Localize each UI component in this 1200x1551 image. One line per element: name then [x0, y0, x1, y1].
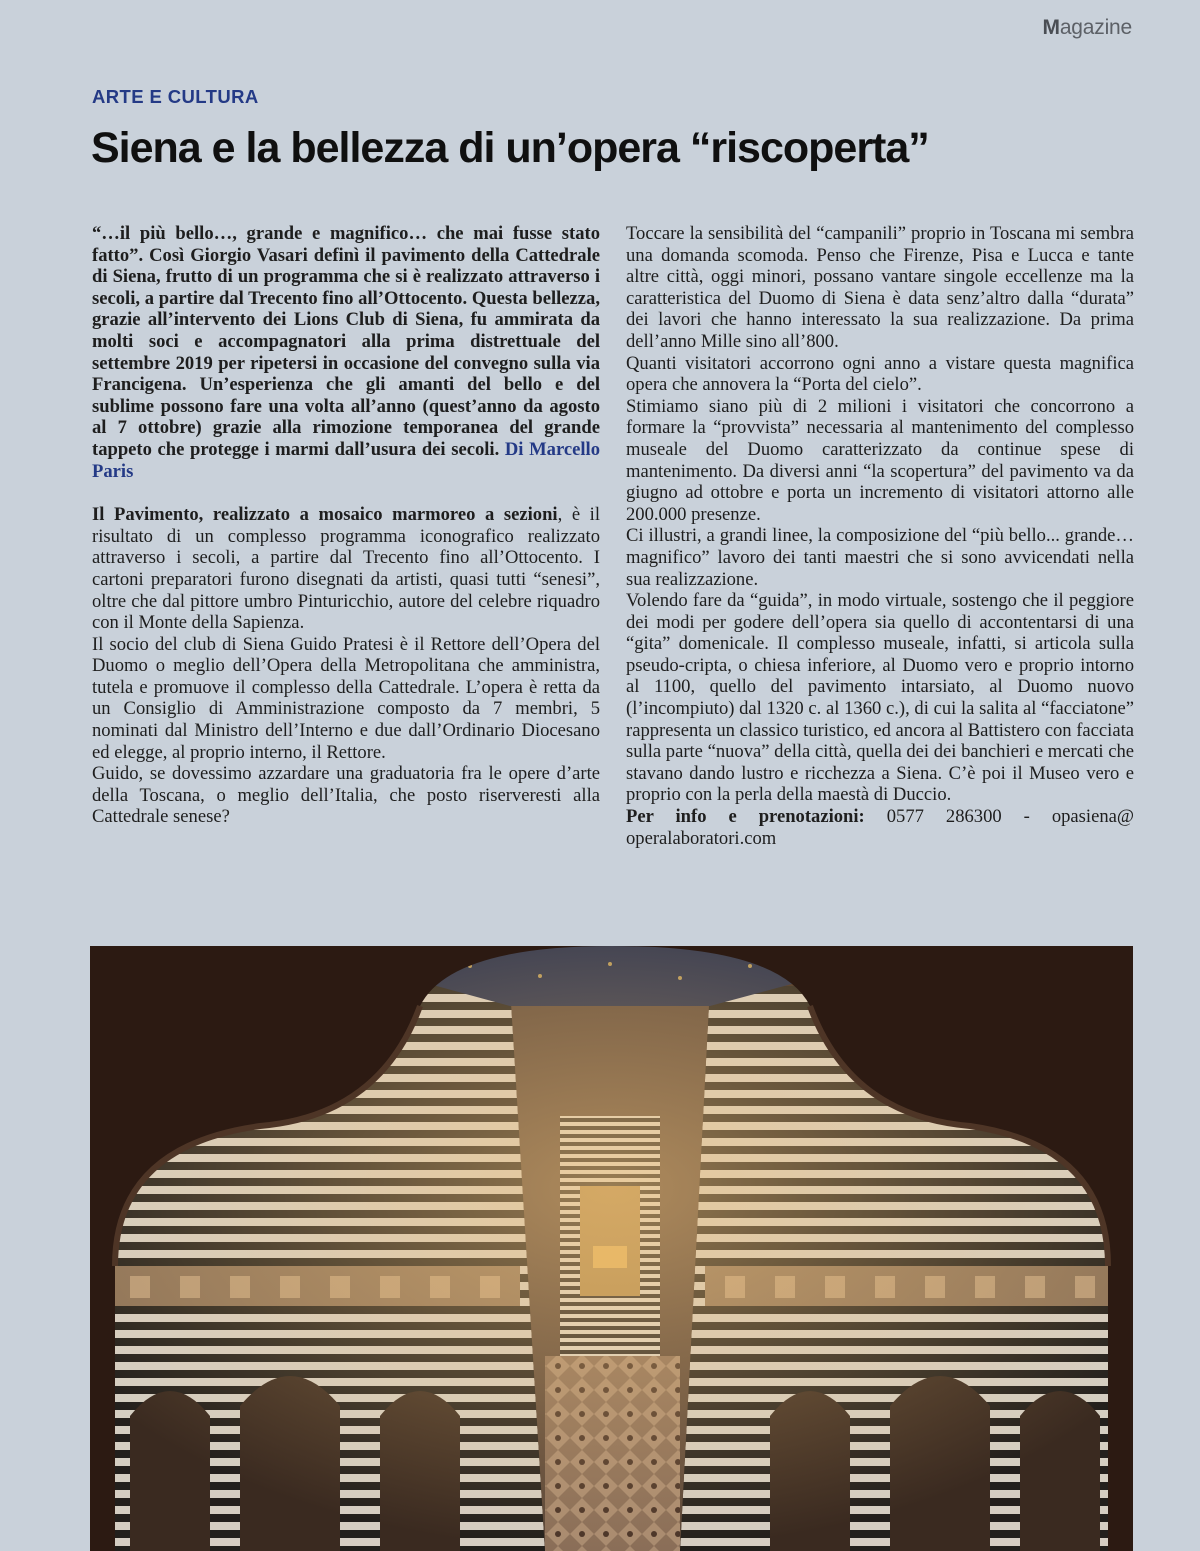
magazine-rest: agazine [1059, 16, 1132, 39]
question-paragraph-2: Quanti visitatori accorrono ogni anno a vistare questa magnifica opera che annovera la “Porta del cielo”. [626, 352, 1134, 396]
lead-paragraph [92, 223, 600, 482]
cathedral-interior-illustration [90, 946, 1133, 1551]
cathedral-photo [90, 946, 1133, 1551]
answer-paragraph-3: Volendo fare da “guida”, in modo virtuale, sostengo che il peggiore dei modi per godere dell’opera sia quello di accontentarsi di una “gita” domenicale. Il complesso museale, infatti, si articola sulla pseudo-cripta, o chiesa inferiore, al Duomo vero e proprio intorno al 1100, quello del pavimento intarsiato, al Duomo nuovo (l’incompiuto) dal 1320 c. al 1360 c.), di cui la salita al “facciatone” rappresenta un classico turistico, ed ancora al Battistero con facciata sulla parte “nuova” della città, quella dei dei banchieri e mercati che stavano dando lustro e ricchezza a Siena. C’è poi il Museo vero e proprio con la perla della maestà di Duccio. [626, 590, 1135, 806]
question-paragraph-3: Ci illustri, a grandi linee, la composizione del “più bello... grande… magnifico” lavoro dei tanti maestri che si sono avvicendati nella sua realizzazione. [626, 525, 1134, 590]
byline: Di Marcello Paris [92, 438, 600, 482]
paragraph-1-bold: Il Pavimento, realizzato a mosaico marmoreo a sezioni [92, 504, 558, 526]
body-paragraph-2: Il socio del club di Siena Guido Pratesi è il Rettore dell’Opera del Duomo o meglio dell’Opera della Metropolitana che amministra, tutela e promuove il complesso della Cattedrale. L’opera è retta da un Consiglio di Amministrazione composto da 7 membri, 5 nominati dal Ministro dell’Interno e due dall’Ordinario Diocesano ed elegge, al proprio interno, il Rettore. [92, 633, 600, 763]
question-paragraph: Guido, se dovessimo azzardare una graduatoria fra le opere d’arte della Toscana, o meglio dell’Italia, che posto riserveresti alla Cattedrale senese? [92, 763, 600, 828]
magazine-label [1043, 16, 1132, 40]
paragraph-1-text: , è il risultato di un complesso programma iconografico realizzato attraverso i secoli, a partire dal Trecento fino all’Ottocento. I cartoni preparatori furono disegnati da artisti, quasi tutti “senesi”, oltre che dal pittore umbro Pinturicchio, autore del celebre riquadro con il Monte della Sapienza. [92, 504, 601, 634]
paragraph-gap [92, 482, 600, 504]
body-paragraph-1 [92, 504, 600, 634]
magazine-initial: M [1042, 16, 1060, 39]
answer-paragraph-1: Toccare la sensibilità del “campanili” proprio in Toscana mi sembra una domanda scomoda. Penso che Firenze, Pisa e Lucca e tante altre città, oggi minori, possano vantare singole eccellenze ma la caratteristica del Duomo di Siena è data senz’altro dalla “durata” dei lavori che hanno interessato la sua realizzazione. Da prima dell’anno Mille sino all’800. [626, 223, 1134, 352]
right-column [626, 223, 1134, 849]
info-label: Per info e prenotazioni: [626, 806, 865, 828]
lead-text: “…il più bello…, grande e magnifico… che mai fusse stato fatto”. Così Giorgio Vasari definì il pavimento della Cattedrale di Siena, frutto di un programma che si è realizzato attraverso i secoli, a partire dal Trecento fino all’Ottocento. Questa bellezza, grazie all’intervento dei Lions Club di Siena, fu ammirata da molti soci e accompagnatori alla prima distrettuale del settembre 2019 per ripetersi in occasione del convegno sulla via Francigena. Un’esperienza che gli amanti del bello e del sublime possono fare una volta all’anno (quest’anno da agosto al 7 ottobre) grazie alla rimozione temporanea del grande tappeto che protegge i marmi dall’usura dei secoli. [92, 223, 600, 460]
info-contact: 0577 286300 - opasiena@ operalaboratori.com [626, 806, 1134, 849]
article-title: Siena e la bellezza di un’opera “riscoperta” [91, 124, 929, 172]
section-label: ARTE E CULTURA [92, 86, 259, 107]
left-column [92, 223, 600, 828]
info-paragraph [626, 806, 1134, 849]
answer-paragraph-2: Stimiamo siano più di 2 milioni i visitatori che concorrono a formare la “provvista” necessaria al mantenimento del complesso museale del Duomo caratterizzato da continue spese di mantenimento. Da diversi anni “la scopertura” del pavimento va da giugno ad ottobre e porta un incremento di visitatori attorno alle 200.000 presenze. [626, 395, 1134, 525]
